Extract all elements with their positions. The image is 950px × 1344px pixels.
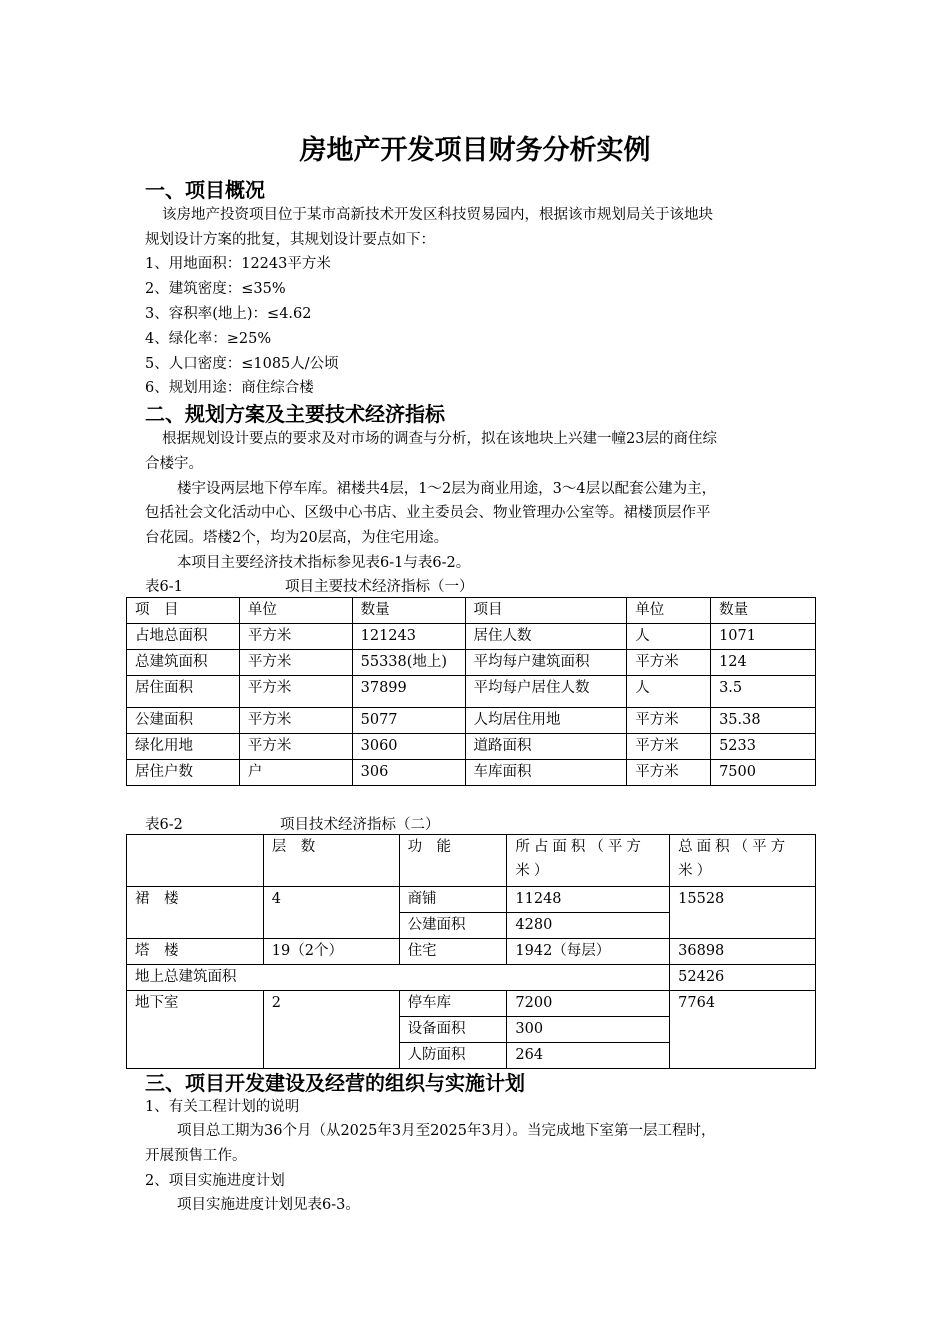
table-row xyxy=(127,676,816,708)
table-cell: 3.5 xyxy=(711,676,816,708)
table-header-cell: 功 能 xyxy=(399,835,507,887)
section3-sub2: 2、项目实施进度计划 xyxy=(145,1173,285,1189)
table-cell: 1942（每层） xyxy=(507,939,670,965)
table-header-cell: 数量 xyxy=(352,598,465,624)
table-cell: 5077 xyxy=(352,708,465,734)
section1-intro-line2: 规划设计方案的批复，其规划设计要点如下： xyxy=(145,232,435,248)
table-cell: 300 xyxy=(507,1017,670,1043)
section1-intro-line1: 该房地产投资项目位于某市高新技术开发区科技贸易园内，根据该市规划局关于该地块 xyxy=(162,207,713,223)
table-cell: 124 xyxy=(711,650,816,676)
table-cell: 7200 xyxy=(507,991,670,1017)
section2-p2-line3: 台花园。塔楼2个，均为20层高，为住宅用途。 xyxy=(145,530,449,546)
table2-caption-title: 项目技术经济指标（二） xyxy=(280,817,440,833)
list-item: 2、建筑密度：≤35% xyxy=(145,281,286,297)
table-cell: 占地总面积 xyxy=(127,624,240,650)
table-cell: 平方米 xyxy=(239,708,352,734)
table-cell: 塔 楼 xyxy=(127,939,264,965)
table-cell: 15528 xyxy=(670,887,816,939)
table-header-cell: 数量 xyxy=(711,598,816,624)
table-row xyxy=(127,650,816,676)
table-header-cell: 所占面积（平方米） xyxy=(507,835,670,887)
table-cell: 地上总建筑面积 xyxy=(127,965,670,991)
section2-p1-line2: 合楼宇。 xyxy=(145,456,203,472)
table-cell: 居住人数 xyxy=(465,624,627,650)
table-header-cell: 项 目 xyxy=(127,598,240,624)
table-cell: 设备面积 xyxy=(399,1017,507,1043)
table-cell: 商铺 xyxy=(399,887,507,913)
table-cell: 19（2个） xyxy=(263,939,399,965)
table-cell: 地下室 xyxy=(127,991,264,1069)
table-cell: 11248 xyxy=(507,887,670,913)
table-header-row xyxy=(127,598,816,624)
section3-p2: 项目实施进度计划见表6-3。 xyxy=(177,1197,360,1213)
section2-p1-line1: 根据规划设计要点的要求及对市场的调查与分析，拟在该地块上兴建一幢23层的商住综 xyxy=(162,431,717,447)
list-item: 5、人口密度：≤1085人/公顷 xyxy=(145,356,339,372)
table-cell: 7500 xyxy=(711,760,816,786)
table-row xyxy=(127,624,816,650)
table-row xyxy=(127,965,816,991)
table-cell: 1071 xyxy=(711,624,816,650)
list-item: 4、绿化率：≥25% xyxy=(145,331,272,347)
table-row xyxy=(127,708,816,734)
table-cell: 绿化用地 xyxy=(127,734,240,760)
table-cell: 人 xyxy=(627,676,711,708)
table-cell: 住宅 xyxy=(399,939,507,965)
table-row xyxy=(127,760,816,786)
table-cell: 4 xyxy=(263,887,399,939)
table-cell: 37899 xyxy=(352,676,465,708)
table-cell: 户 xyxy=(239,760,352,786)
table-cell: 车库面积 xyxy=(465,760,627,786)
section3-sub1: 1、有关工程计划的说明 xyxy=(145,1099,300,1115)
table-cell: 2 xyxy=(263,991,399,1069)
table-cell: 总建筑面积 xyxy=(127,650,240,676)
table-cell: 3060 xyxy=(352,734,465,760)
table-cell: 35.38 xyxy=(711,708,816,734)
table-cell: 306 xyxy=(352,760,465,786)
table-header-cell: 层 数 xyxy=(263,835,399,887)
table-cell: 7764 xyxy=(670,991,816,1069)
table-header-cell: 项目 xyxy=(465,598,627,624)
table-header-cell: 单位 xyxy=(627,598,711,624)
table-cell: 121243 xyxy=(352,624,465,650)
section2-p2-line1: 楼宇设两层地下停车库。裙楼共4层，1～2层为商业用途，3～4层以配套公建为主， xyxy=(177,481,717,497)
table-header-cell: 单位 xyxy=(239,598,352,624)
table2 xyxy=(126,834,816,1069)
section3-p1-line1: 项目总工期为36个月（从2025年3月至2025年3月）。当完成地下室第一层工程时， xyxy=(177,1123,716,1139)
table-cell: 36898 xyxy=(670,939,816,965)
table-cell: 4280 xyxy=(507,913,670,939)
table-cell: 平方米 xyxy=(239,734,352,760)
table-header-cell xyxy=(127,835,264,887)
section1-heading: 一、项目概况 xyxy=(145,178,265,202)
table-row xyxy=(127,939,816,965)
table-cell: 裙 楼 xyxy=(127,887,264,939)
table-cell: 公建面积 xyxy=(399,913,507,939)
table-cell: 平方米 xyxy=(239,650,352,676)
list-item: 6、规划用途：商住综合楼 xyxy=(145,380,314,396)
table-cell: 平方米 xyxy=(239,624,352,650)
page-title: 房地产开发项目财务分析实例 xyxy=(299,135,651,166)
table-row xyxy=(127,991,816,1017)
table2-caption-number: 表6-2 xyxy=(145,817,183,833)
table-cell: 平方米 xyxy=(627,734,711,760)
table1-caption-title: 项目主要技术经济指标（一） xyxy=(285,579,474,595)
table-cell: 55338(地上) xyxy=(352,650,465,676)
table-cell: 平均每户建筑面积 xyxy=(465,650,627,676)
table-cell: 平均每户居住人数 xyxy=(465,676,627,708)
list-item: 1、用地面积：12243平方米 xyxy=(145,256,331,272)
table-header-cell: 总面积（平方米） xyxy=(670,835,816,887)
table-cell: 人防面积 xyxy=(399,1043,507,1069)
table-cell: 人均居住用地 xyxy=(465,708,627,734)
table-header-row xyxy=(127,835,816,887)
table-cell: 52426 xyxy=(670,965,816,991)
table-cell: 公建面积 xyxy=(127,708,240,734)
table-row xyxy=(127,734,816,760)
table-cell: 平方米 xyxy=(627,708,711,734)
table-cell: 5233 xyxy=(711,734,816,760)
table-cell: 平方米 xyxy=(627,760,711,786)
table-cell: 平方米 xyxy=(627,650,711,676)
table-cell: 停车库 xyxy=(399,991,507,1017)
table-cell: 264 xyxy=(507,1043,670,1069)
section3-heading: 三、项目开发建设及经营的组织与实施计划 xyxy=(145,1071,525,1095)
section2-p2-line2: 包括社会文化活动中心、区级中心书店、业主委员会、物业管理办公室等。裙楼顶层作平 xyxy=(145,505,711,521)
table1-caption-number: 表6-1 xyxy=(145,579,183,595)
table-cell: 平方米 xyxy=(239,676,352,708)
table-cell: 人 xyxy=(627,624,711,650)
table-cell: 居住面积 xyxy=(127,676,240,708)
table1 xyxy=(126,597,816,786)
section2-p3: 本项目主要经济技术指标参见表6-1与表6-2。 xyxy=(177,555,471,571)
table-cell: 居住户数 xyxy=(127,760,240,786)
list-item: 3、容积率(地上)：≤4.62 xyxy=(145,306,312,322)
table-row xyxy=(127,887,816,913)
section3-p1-line2: 开展预售工作。 xyxy=(145,1148,247,1164)
table-cell: 道路面积 xyxy=(465,734,627,760)
section2-heading: 二、规划方案及主要技术经济指标 xyxy=(145,402,445,426)
